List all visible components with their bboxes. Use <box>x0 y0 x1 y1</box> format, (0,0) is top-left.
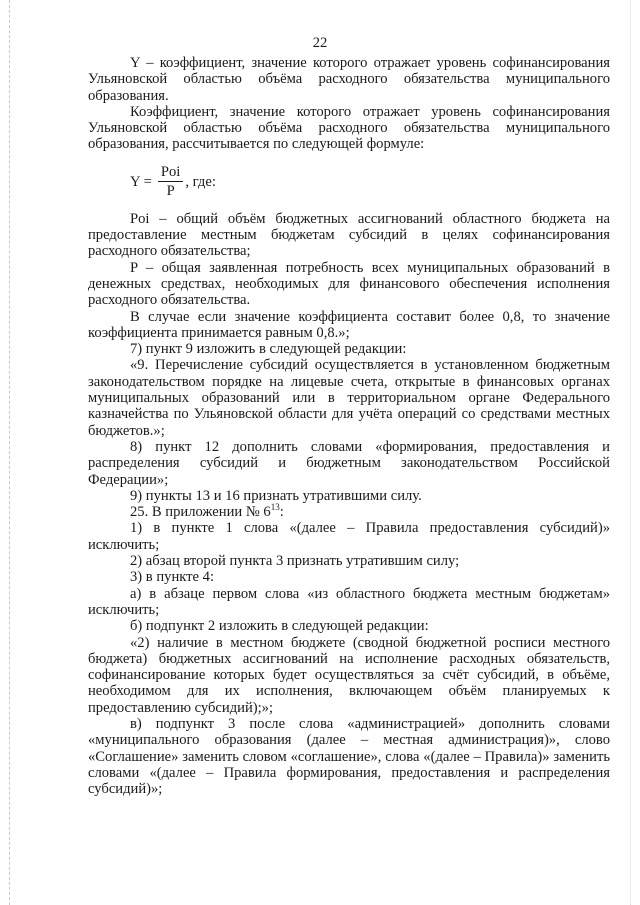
annex-text: 25. В приложении № 6 <box>130 504 271 521</box>
right-margin-dotted-line <box>630 0 632 905</box>
formula-denominator: P <box>166 183 175 200</box>
formula-lhs: Y = <box>130 173 152 190</box>
paragraph-sub-v: в) подпункт 3 после слова «администрацией» дополнить словами «муниципального образования (далее – местная администрация)», слово «Соглашение» заменить словом «соглашение», слова «(далее – Правила)» заменить словами «(далее – Правила формирования, предоставления и распределения субсидий)»; <box>88 715 610 798</box>
formula-fraction <box>158 164 183 200</box>
paragraph-sub-3: 3) в пункте 4: <box>130 569 215 586</box>
paragraph-sub-b-text: «2) наличие в местном бюджете (сводной бюджетной росписи местного бюджета) бюджетных ассигнований на исполнение расходных обязательств, софинансирование которых будет осуществляться за счёт субсидий, в объёме, необходимом для их исполнения, включающем объём планируемых к предоставлению субсидий);»; <box>88 634 610 716</box>
page-number: 22 <box>312 35 328 51</box>
paragraph-sub-b: б) подпункт 2 изложить в следующей редакции: <box>130 618 429 635</box>
paragraph-item-7: 7) пункт 9 изложить в следующей редакции: <box>130 341 407 358</box>
formula <box>130 157 610 207</box>
paragraph-annex-6 <box>88 504 610 520</box>
formula-suffix: , где: <box>185 173 216 190</box>
paragraph-coefficient-limit: В случае если значение коэффициента составит более 0,8, то значение коэффициента принимается равным 0,8.»; <box>88 308 610 341</box>
paragraph-poi-definition: Poi – общий объём бюджетных ассигнований областного бюджета на предоставление местным бюджетам субсидий в целях софинансирования расходного обязательства; <box>88 210 610 260</box>
paragraph-item-9: 9) пункты 13 и 16 признать утратившими силу. <box>130 487 422 504</box>
paragraph-sub-1: 1) в пункте 1 слова «(далее – Правила предоставления субсидий)» исключить; <box>88 520 610 553</box>
paragraph-y-definition: Y – коэффициент, значение которого отражает уровень софинансирования Ульяновской областью объёма расходного обязательства муниципального образования. <box>88 55 610 104</box>
paragraph-item-8: 8) пункт 12 дополнить словами «формирования, предоставления и распределения субсидий и бюджетным законодательством Российской Федерации»; <box>88 438 610 488</box>
left-margin-dashed-line <box>9 0 11 905</box>
annex-footnote-ref: 13 <box>270 502 280 513</box>
paragraph-p-definition: P – общая заявленная потребность всех муниципальных образований в денежных средствах, необходимых для финансового обеспечения исполнения расходного обязательства. <box>88 259 610 309</box>
formula-numerator: Poi <box>158 164 183 182</box>
annex-tail: : <box>279 504 284 521</box>
paragraph-sub-a: а) в абзаце первом слова «из областного бюджета местным бюджетам» исключить; <box>88 585 610 618</box>
paragraph-coefficient-intro: Коэффициент, значение которого отражает уровень софинансирования Ульяновской областью объёма расходного обязательства муниципального образования, рассчитывается по следующей формуле: <box>88 103 610 153</box>
paragraph-item-9-text: «9. Перечисление субсидий осуществляется в установленном бюджетным законодательством порядке на лицевые счета, открытые в финансовых органах муниципальных образований или в территориальном органе Федерального казначейства по Ульяновской области для учёта операций со средствами местных бюджетов.»; <box>88 357 610 439</box>
paragraph-sub-2: 2) абзац второй пункта 3 признать утратившим силу; <box>130 553 460 570</box>
document-body <box>88 55 610 797</box>
